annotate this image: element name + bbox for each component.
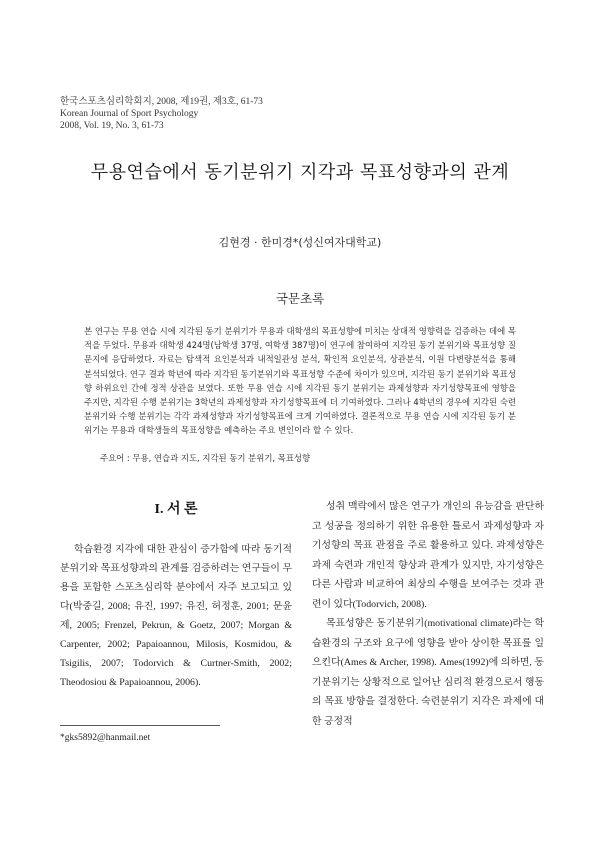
right-paragraph-2: 목표성향은 동기분위기(motivational climate)라는 학습환경의 구조와 요구에 영향을 받아 상이한 목표를 일으킨다(Ames & Archer, 1998). Ames(1992)에 의하면, 동기분위기는 상황적으로 일어난 심리적 환경으로서 행동의 목표 방향을 결정한다. 숙련분위기 지각은 과제에 대한 긍정적 xyxy=(312,618,544,727)
right-column xyxy=(312,497,544,731)
journal-citation-header xyxy=(60,96,263,132)
right-paragraph-1: 성취 맥락에서 많은 연구가 개인의 유능감을 판단하고 성공을 정의하기 위한 유용한 틀로서 과제성향과 자기성향의 목표 관점을 주로 활용하고 있다. 과제성향은 과제 숙련과 개인적 향상과 관계가 있지만, 자기성향은 다른 사람과 비교하여 최상의 수행을 보여주는 것과 관련이 있다(Todorvich, 2008). xyxy=(312,501,544,610)
footnote-divider xyxy=(60,725,220,726)
paper-authors: 김현경 · 한미경*(성신여자대학교) xyxy=(218,236,382,249)
left-column xyxy=(60,540,292,692)
journal-header-english: Korean Journal of Sport Psychology xyxy=(60,109,199,119)
paper-title: 무용연습에서 동기분위기 지각과 목표성향과의 관계 xyxy=(90,162,510,183)
left-paragraph-1: 학습환경 지각에 대한 관심이 증가함에 따라 동기적 분위기와 목표성향과의 관계를 검증하려는 연구들이 무용을 포함한 스포츠심리학 분야에서 자주 보고되고 있다(박중길, 2008; 유진, 1997; 유진, 허정훈, 2001; 문윤제, 2005; Frenzel, Pekrun, & Goetz, 2007; Morgan & Carpenter, 2002; Papaioannou, Milosis, Kosmidou, & Tsigilis, 2007; Todorvich & Curtner-Smith, 2002; Theodosiou & Papaioannou, 2006). xyxy=(60,544,292,688)
abstract-heading: 국문초록 xyxy=(275,291,325,306)
keywords: 주요어 : 무용, 연습과 지도, 지각된 동기 분위기, 목표성향 xyxy=(100,453,311,463)
section-heading-introduction: I. 서 론 xyxy=(154,502,198,517)
abstract-body: 본 연구는 무용 연습 시에 지각된 동기 분위기가 무용과 대학생의 목표성향에 미치는 상대적 영향력을 검증하는 데에 목적을 두었다. 무용과 대학생 424명(남학생 37명, 여학생 387명)이 연구에 참여하여 지각된 동기 분위기와 목표성향 질문지에 응답하였다. 자료는 탐색적 요인분석과 내적일관성 분석, 확인적 요인분석, 상관분석, 이원 다변량분석을 통해 분석되었다. 연구 결과 학년에 따라 지각된 동기분위기와 목표성향 수준에 차이가 있으며, 지각된 동기 분위기와 목표성향 하위요인 간에 정적 상관을 보였다. 또한 무용 연습 시에 지각된 동기 분위기는 과제성향과 자기성향목표에 영향을 주지만, 지각된 수행 분위기는 3학년의 과제성향과 자기성향목표에 더 기여하였다. 그러나 4학년의 경우에 지각된 숙련 분위기와 수행 분위기는 각각 과제성향과 자기성향목표에 크게 기여하였다. 결론적으로 무용 연습 시에 지각된 동기 분위기는 무용과 대학생들의 목표성향을 예측하는 주요 변인이라 할 수 있다. xyxy=(84,326,516,436)
journal-header-volume: 2008, Vol. 19, No. 3, 61-73 xyxy=(60,121,164,131)
author-email-footnote: *gks5892@hanmail.net xyxy=(60,733,151,743)
journal-header-korean: 한국스포츠심리학회지, 2008, 제19권, 제3호, 61-73 xyxy=(60,97,263,107)
